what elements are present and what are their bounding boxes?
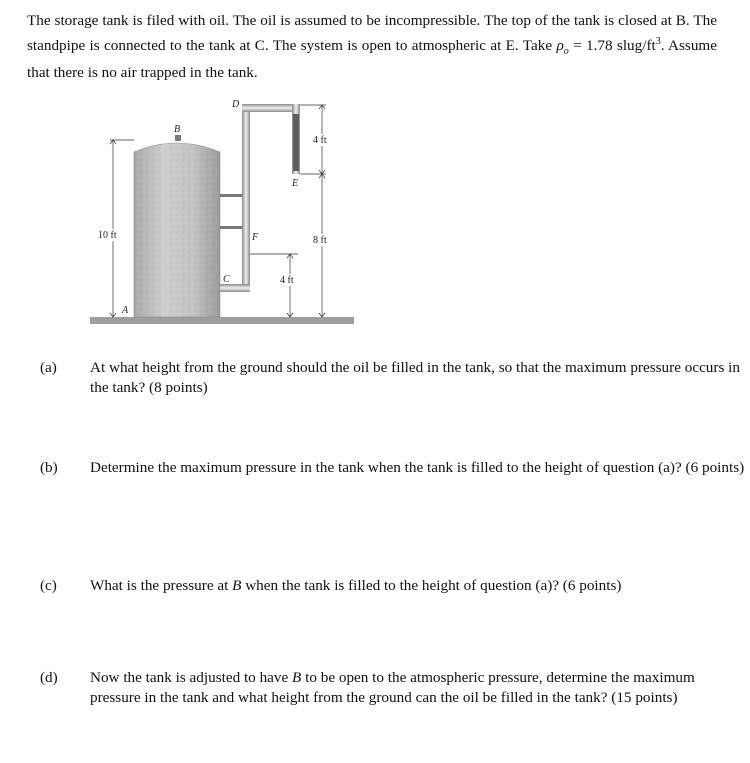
question-c-italic: B [232,577,242,594]
rho-symbol: ρ [556,37,564,55]
pipe-bottom-elbow [234,284,250,292]
question-b-label: (b) [40,459,58,476]
ground [90,317,354,324]
tank-diagram-svg [86,94,358,334]
intro-exponent: 3 [655,36,661,47]
question-c-text-after: when the tank is filled to the height of question (a)? (6 points) [241,577,622,594]
intro-text-2: = 1.78 slug/ft [568,37,656,55]
question-d-text-before: Now the tank is adjusted to have [90,669,293,686]
intro-text-1: The storage tank is filed with oil. The oil is assumed to be incompressible. The top of the tank is closed at B. The standpipe is connected to the tank at C. The system is open to atmospheric at E. Take [27,12,717,55]
label-a: A [122,305,129,316]
tank-diagram [86,94,358,334]
dim-pipe-bottom: 4 ft [280,275,294,286]
rho-subscript: o [563,46,569,58]
question-d [40,668,745,708]
label-d: D [232,99,240,110]
question-b [40,458,745,478]
label-c: C [223,274,230,285]
question-c [40,576,745,596]
question-b-text: Determine the maximum pressure in the tank when the tank is filled to the height of question (a)? (6 points) [90,459,745,476]
question-a [40,358,745,398]
question-d-italic: B [292,669,302,686]
problem-statement [27,10,717,83]
dim-top-segment: 4 ft [313,135,327,146]
question-c-label: (c) [40,577,57,594]
dim-tank-height: 10 ft [98,230,117,241]
pipe-bracket-upper [220,194,242,197]
pipe-connector-c [220,284,234,292]
label-e: E [292,178,299,189]
intro-text-3: . Assume that there is no air trapped in the tank. [27,37,717,82]
standpipe-top [242,104,298,112]
question-a-label: (a) [40,359,57,376]
label-f: F [252,232,259,243]
standpipe-vertical [242,106,250,292]
valve-b [175,135,181,141]
pipe-bracket-lower [220,226,242,229]
question-d-label: (d) [40,669,58,686]
question-d-text-after: to be open to the atmospheric pressure, determine the maximum pressure in the tank and what height from the ground can the oil be filled in the tank? (15 points) [90,669,695,706]
question-a-text: At what height from the ground should the oil be filled in the tank, so that the maximum pressure occurs in the tank? (8 points) [90,359,740,396]
label-b: B [174,124,181,135]
question-c-text-before: What is the pressure at [90,577,233,594]
dim-right-total: 8 ft [313,235,327,246]
